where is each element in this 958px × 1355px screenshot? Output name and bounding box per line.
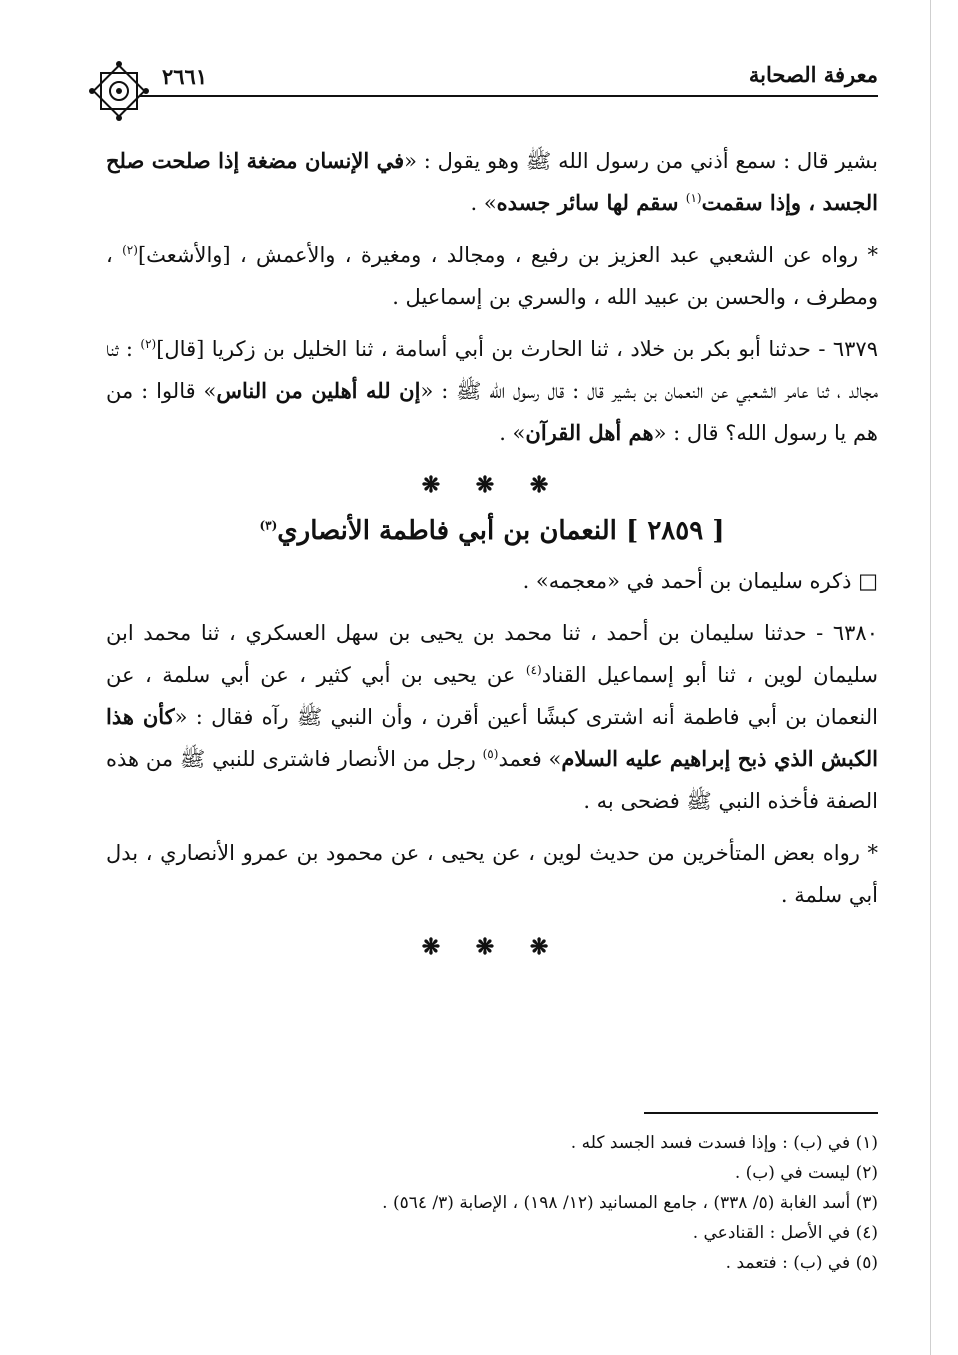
footnote-3: (٣) أسد الغابة (٥/ ٣٣٨) ، جامع المسانيد (١٢/ ١٩٨) ، الإصابة (٣/ ٥٦٤) . xyxy=(382,1193,878,1213)
footnote-ref: (٥) xyxy=(482,747,499,761)
footnote-ref: (٤) xyxy=(525,663,542,677)
footnote-1: (١) في (ب) : وإذا فسدت فسد الجسد كله . xyxy=(570,1133,878,1153)
paragraph-narrators xyxy=(106,234,878,318)
main-text xyxy=(106,140,878,978)
hadith-quote: إن لله أهلين من الناس xyxy=(216,378,421,403)
footnote-ref: (١) xyxy=(685,191,702,205)
text-span: * رواه عن الشعبي عبد العزيز بن رفيع ، ومجالد ، ومغيرة ، والأعمش ، [والأشعث] xyxy=(137,243,879,267)
section-divider-stars: ❋ ❋ ❋ xyxy=(421,934,563,960)
heading-text: [ ٢٨٥٩ ] النعمان بن أبي فاطمة الأنصاري xyxy=(277,516,725,546)
hadith-quote: سقم لها سائر جسده xyxy=(496,190,686,215)
footnote-4: (٤) في الأصل : القنادعي . xyxy=(692,1223,878,1243)
page-number: ٢٦٦١ xyxy=(162,64,208,89)
text-span: » . xyxy=(499,421,526,445)
section-divider-stars: ❋ ❋ ❋ xyxy=(421,472,563,498)
footnote-rule xyxy=(644,1112,878,1114)
text-span: » فعمد xyxy=(498,747,562,771)
running-header xyxy=(100,58,878,98)
text-span: » . xyxy=(470,191,497,215)
paragraph-hadith-6379 xyxy=(106,328,878,454)
text-span: ٦٣٨٠ - حدثنا سليمان بن أحمد ، ثنا محمد بن يحيى بن سهل العسكري ، ثنا محمد ابن سليمان لوين ، ثنا أبو إسماعيل القناد xyxy=(106,621,878,687)
text-span: عن يحيى بن أبي كثير ، عن أبي سلمة ، عن النعمان بن أبي فاطمة أنه اشترى كبشًا أعين أقرن ، وأن النبي ﷺ رآه فقال : « xyxy=(106,663,879,729)
hadith-quote: في الإنسان مضغة إذا صلحت صلح الجسد ، وإذا سقمت xyxy=(106,148,878,215)
hadith-quote: هم أهل القرآن xyxy=(525,420,654,445)
entry-heading xyxy=(106,516,878,546)
text-span: بشير قال : سمع أذني من رسول الله ﷺ وهو يقول : « xyxy=(404,149,878,173)
text-span: ، ومطرف ، والحسن بن عبيد الله ، والسري بن إسماعيل . xyxy=(106,243,878,309)
text-span: ٦٣٧٩ - حدثنا أبو بكر بن خلاد ، ثنا الحارث بن أبي أسامة ، ثنا الخليل بن زكريا [قال] xyxy=(156,337,878,361)
footnote-5: (٥) في (ب) : فتعمد . xyxy=(725,1253,878,1273)
header-rule xyxy=(140,95,878,97)
footnote-2: (٢) ليست في (ب) . xyxy=(734,1163,878,1183)
hadith-quote: كأن هذا الكبش الذي ذبح إبراهيم عليه السلام xyxy=(106,704,878,771)
text-span: » قالوا : من هم يا رسول الله؟ قال : « xyxy=(106,379,878,445)
paragraph-mention: □ ذكره سليمان بن أحمد في «معجمه» . xyxy=(522,569,878,593)
footnotes xyxy=(106,1128,878,1278)
footnote-ref: (٢) xyxy=(122,243,138,257)
footnote-ref: (٣) xyxy=(259,518,278,533)
book-title: معرفة الصحابة xyxy=(748,62,878,87)
text-span: : ثنا مجالد ، ثنا عامر الشعبي عن النعمان بن بشير قال : قال رسول الله ﷺ : « xyxy=(106,337,879,403)
page-edge-line xyxy=(930,0,931,1355)
footnote-ref: (٢) xyxy=(140,337,157,351)
paragraph-hadith-6380 xyxy=(106,612,878,822)
paragraph-hadith-continuation xyxy=(106,140,878,224)
paragraph-narration-note: * رواه بعض المتأخرين من حديث لوين ، عن يحيى ، عن محمود بن عمرو الأنصاري ، بدل أبي سلمة . xyxy=(106,841,878,907)
text-span: رجل من الأنصار فاشترى للنبي ﷺ من هذه الصفة فأخذه النبي ﷺ فضحى به . xyxy=(106,747,878,813)
